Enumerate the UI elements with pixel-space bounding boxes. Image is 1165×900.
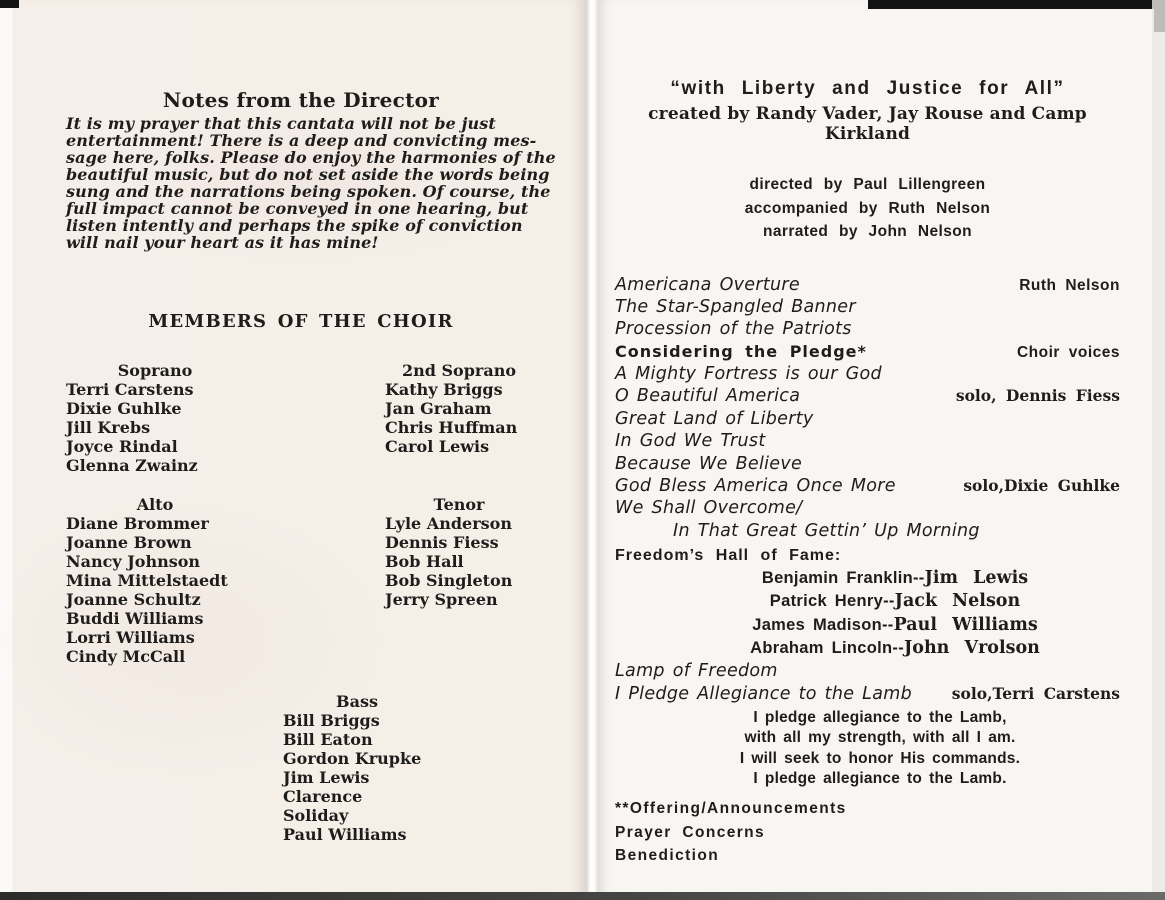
cast-character: Abraham Lincoln-- (750, 639, 904, 658)
program-row (615, 453, 1120, 475)
right-page-content (598, 0, 1165, 867)
cast-actor: Paul Williams (893, 614, 1038, 635)
performer: solo,Dixie Guhlke (963, 476, 1120, 496)
choir-member: Dixie Guhlke (66, 399, 182, 418)
choir-column-right (385, 361, 566, 475)
credit-accompanied-by: accompanied by Ruth Nelson (744, 199, 991, 217)
choir-heading: MEMBERS OF THE CHOIR (148, 311, 454, 332)
pledge-line: with all my strength, with all I am. (744, 729, 1016, 747)
page-fold-gutter (586, 0, 598, 900)
choir-section-tenor (385, 495, 533, 609)
song-title: Americana Overture (615, 274, 800, 295)
credit-narrated-by: narrated by John Nelson (763, 223, 972, 240)
choir-member: Jan Graham (385, 399, 492, 418)
choir-member: Glenna Zwainz (66, 456, 198, 475)
cast-line (670, 637, 1120, 660)
choir-member: Dennis Fiess (385, 533, 499, 552)
section-name: Alto (136, 495, 174, 514)
notes-line: will nail your heart as it has mine! (66, 233, 379, 252)
choir-section-bass (283, 692, 431, 844)
section-name: Tenor (433, 495, 485, 514)
program-row (615, 520, 1120, 542)
song-title: I Pledge Allegiance to the Lamb (615, 683, 912, 704)
director-notes-body (66, 115, 576, 251)
choir-member: Bill Briggs (283, 711, 380, 730)
notes-line: full impact cannot be conveyed in one hearing, but (66, 199, 529, 218)
song-title: Lamp of Freedom (615, 661, 778, 682)
choir-section-2nd-soprano (385, 361, 533, 456)
program-row (615, 408, 1120, 430)
choir-member: Clarence Soliday (283, 787, 363, 825)
song-title: Because We Believe (615, 453, 803, 474)
choir-member: Buddi Williams (66, 609, 204, 628)
program-row (615, 363, 1120, 385)
song-title: Considering the Pledge* (615, 341, 867, 361)
closing-items (615, 797, 1120, 867)
program-row (615, 497, 1120, 519)
choir-section-soprano (66, 361, 244, 475)
choir-member: Gordon Krupke (283, 749, 422, 768)
choir-member: Joanne Schultz (66, 590, 201, 609)
choir-member: Jerry Spreen (385, 590, 498, 609)
section-name: 2nd Soprano (401, 361, 517, 380)
choir-member: Bill Eaton (283, 730, 373, 749)
closing-offering-announcements: **Offering/Announcements (615, 800, 847, 818)
cast-character: Benjamin Franklin-- (761, 569, 925, 588)
cast-line (670, 590, 1120, 613)
program-list-continued (615, 660, 1120, 705)
cast-actor: John Vrolson (904, 638, 1040, 659)
left-page-content (0, 0, 586, 844)
performer: Ruth Nelson (1019, 276, 1120, 294)
cast-heading: Freedom’s Hall of Fame: (615, 547, 842, 565)
choir-member: Lorri Williams (66, 628, 195, 647)
song-title: O Beautiful America (615, 386, 801, 407)
cast-character: James Madison-- (752, 615, 894, 634)
right-page (598, 0, 1165, 900)
song-title: Procession of the Patriots (615, 319, 852, 340)
program-row (615, 683, 1120, 705)
program-row (615, 475, 1120, 497)
choir-member: Carol Lewis (385, 437, 490, 456)
program-row (615, 385, 1120, 407)
cast-actor: Jim Lewis (924, 568, 1029, 589)
notes-line: sage here, folks. Please do enjoy the harmonies of the (66, 148, 556, 167)
notes-line: listen intently and perhaps the spike of conviction (66, 216, 523, 235)
choir-member: Diane Brommer (66, 514, 209, 533)
closing-prayer-concerns: Prayer Concerns (615, 823, 766, 841)
cantata-title: “with Liberty and Justice for All” (670, 78, 1065, 99)
program-list (615, 274, 1120, 543)
choir-member: Joyce Rindal (66, 437, 178, 456)
notes-line: beautiful music, but do not set aside the words being (66, 165, 550, 184)
choir-member: Cindy McCall (66, 647, 186, 666)
choir-member: Terri Carstens (66, 380, 194, 399)
section-name: Soprano (117, 361, 193, 380)
pledge-line: I will seek to honor His commands. (739, 749, 1021, 767)
program-row (615, 318, 1120, 340)
choir-member: Joanne Brown (66, 533, 192, 552)
cast-character: Patrick Henry-- (769, 592, 895, 611)
program-row (615, 341, 1120, 363)
choir-member: Lyle Anderson (385, 514, 512, 533)
performer: solo, Dennis Fiess (955, 386, 1120, 406)
choir-member: Kathy Briggs (385, 380, 503, 399)
choir-member: Mina Mittelstaedt (66, 571, 228, 590)
director-notes-heading: Notes from the Director (162, 88, 440, 112)
program-row (615, 296, 1120, 318)
created-by-line: created by Randy Vader, Jay Rouse and Camp Kirkland (648, 104, 1087, 144)
choir-column-right (385, 495, 566, 666)
cast-actor: Jack Nelson (894, 591, 1021, 612)
notes-line: entertainment! There is a deep and convicting mes- (66, 131, 537, 150)
choir-grid (66, 361, 566, 666)
choir-member: Jill Krebs (66, 418, 151, 437)
choir-member: Chris Huffman (385, 418, 518, 437)
song-title: We Shall Overcome/ (615, 498, 803, 519)
scan-artifact-top-right-bar (868, 0, 1165, 9)
choir-member: Paul Williams (283, 825, 407, 844)
choir-member: Bob Singleton (385, 571, 513, 590)
song-title: In God We Trust (615, 431, 766, 452)
notes-line: It is my prayer that this cantata will not be just (66, 114, 496, 133)
program-row (615, 430, 1120, 452)
song-title: A Mighty Fortress is our God (615, 364, 882, 385)
program-row (615, 660, 1120, 682)
pledge-verse (615, 708, 1120, 789)
cast-line (670, 567, 1120, 590)
program-row (615, 274, 1120, 296)
song-title: Great Land of Liberty (615, 408, 814, 429)
cast-line (670, 614, 1120, 637)
performer: Choir voices (1016, 343, 1120, 361)
cast-list (615, 567, 1120, 660)
closing-benediction: Benediction (615, 846, 720, 864)
scan-artifact-top-left (0, 0, 19, 8)
credits-block (615, 173, 1120, 244)
choir-section-alto (66, 495, 244, 666)
notes-line: sung and the narrations being spoken. Of course, the (66, 182, 551, 201)
choir-member: Bob Hall (385, 552, 464, 571)
song-title: In That Great Gettin’ Up Morning (673, 520, 980, 541)
scan-artifact-bottom-strip (0, 892, 1165, 900)
section-name: Bass (336, 692, 378, 711)
scan-right-edge (1152, 0, 1165, 900)
performer: solo,Terri Carstens (951, 683, 1120, 703)
song-title: The Star-Spangled Banner (615, 296, 856, 317)
choir-member: Jim Lewis (283, 768, 370, 787)
pledge-line: I pledge allegiance to the Lamb, (753, 709, 1007, 727)
choir-member: Nancy Johnson (66, 552, 201, 571)
pledge-line: I pledge allegiance to the Lamb. (753, 770, 1007, 788)
song-title: God Bless America Once More (615, 476, 896, 497)
credit-directed-by: directed by Paul Lillengreen (749, 176, 986, 193)
